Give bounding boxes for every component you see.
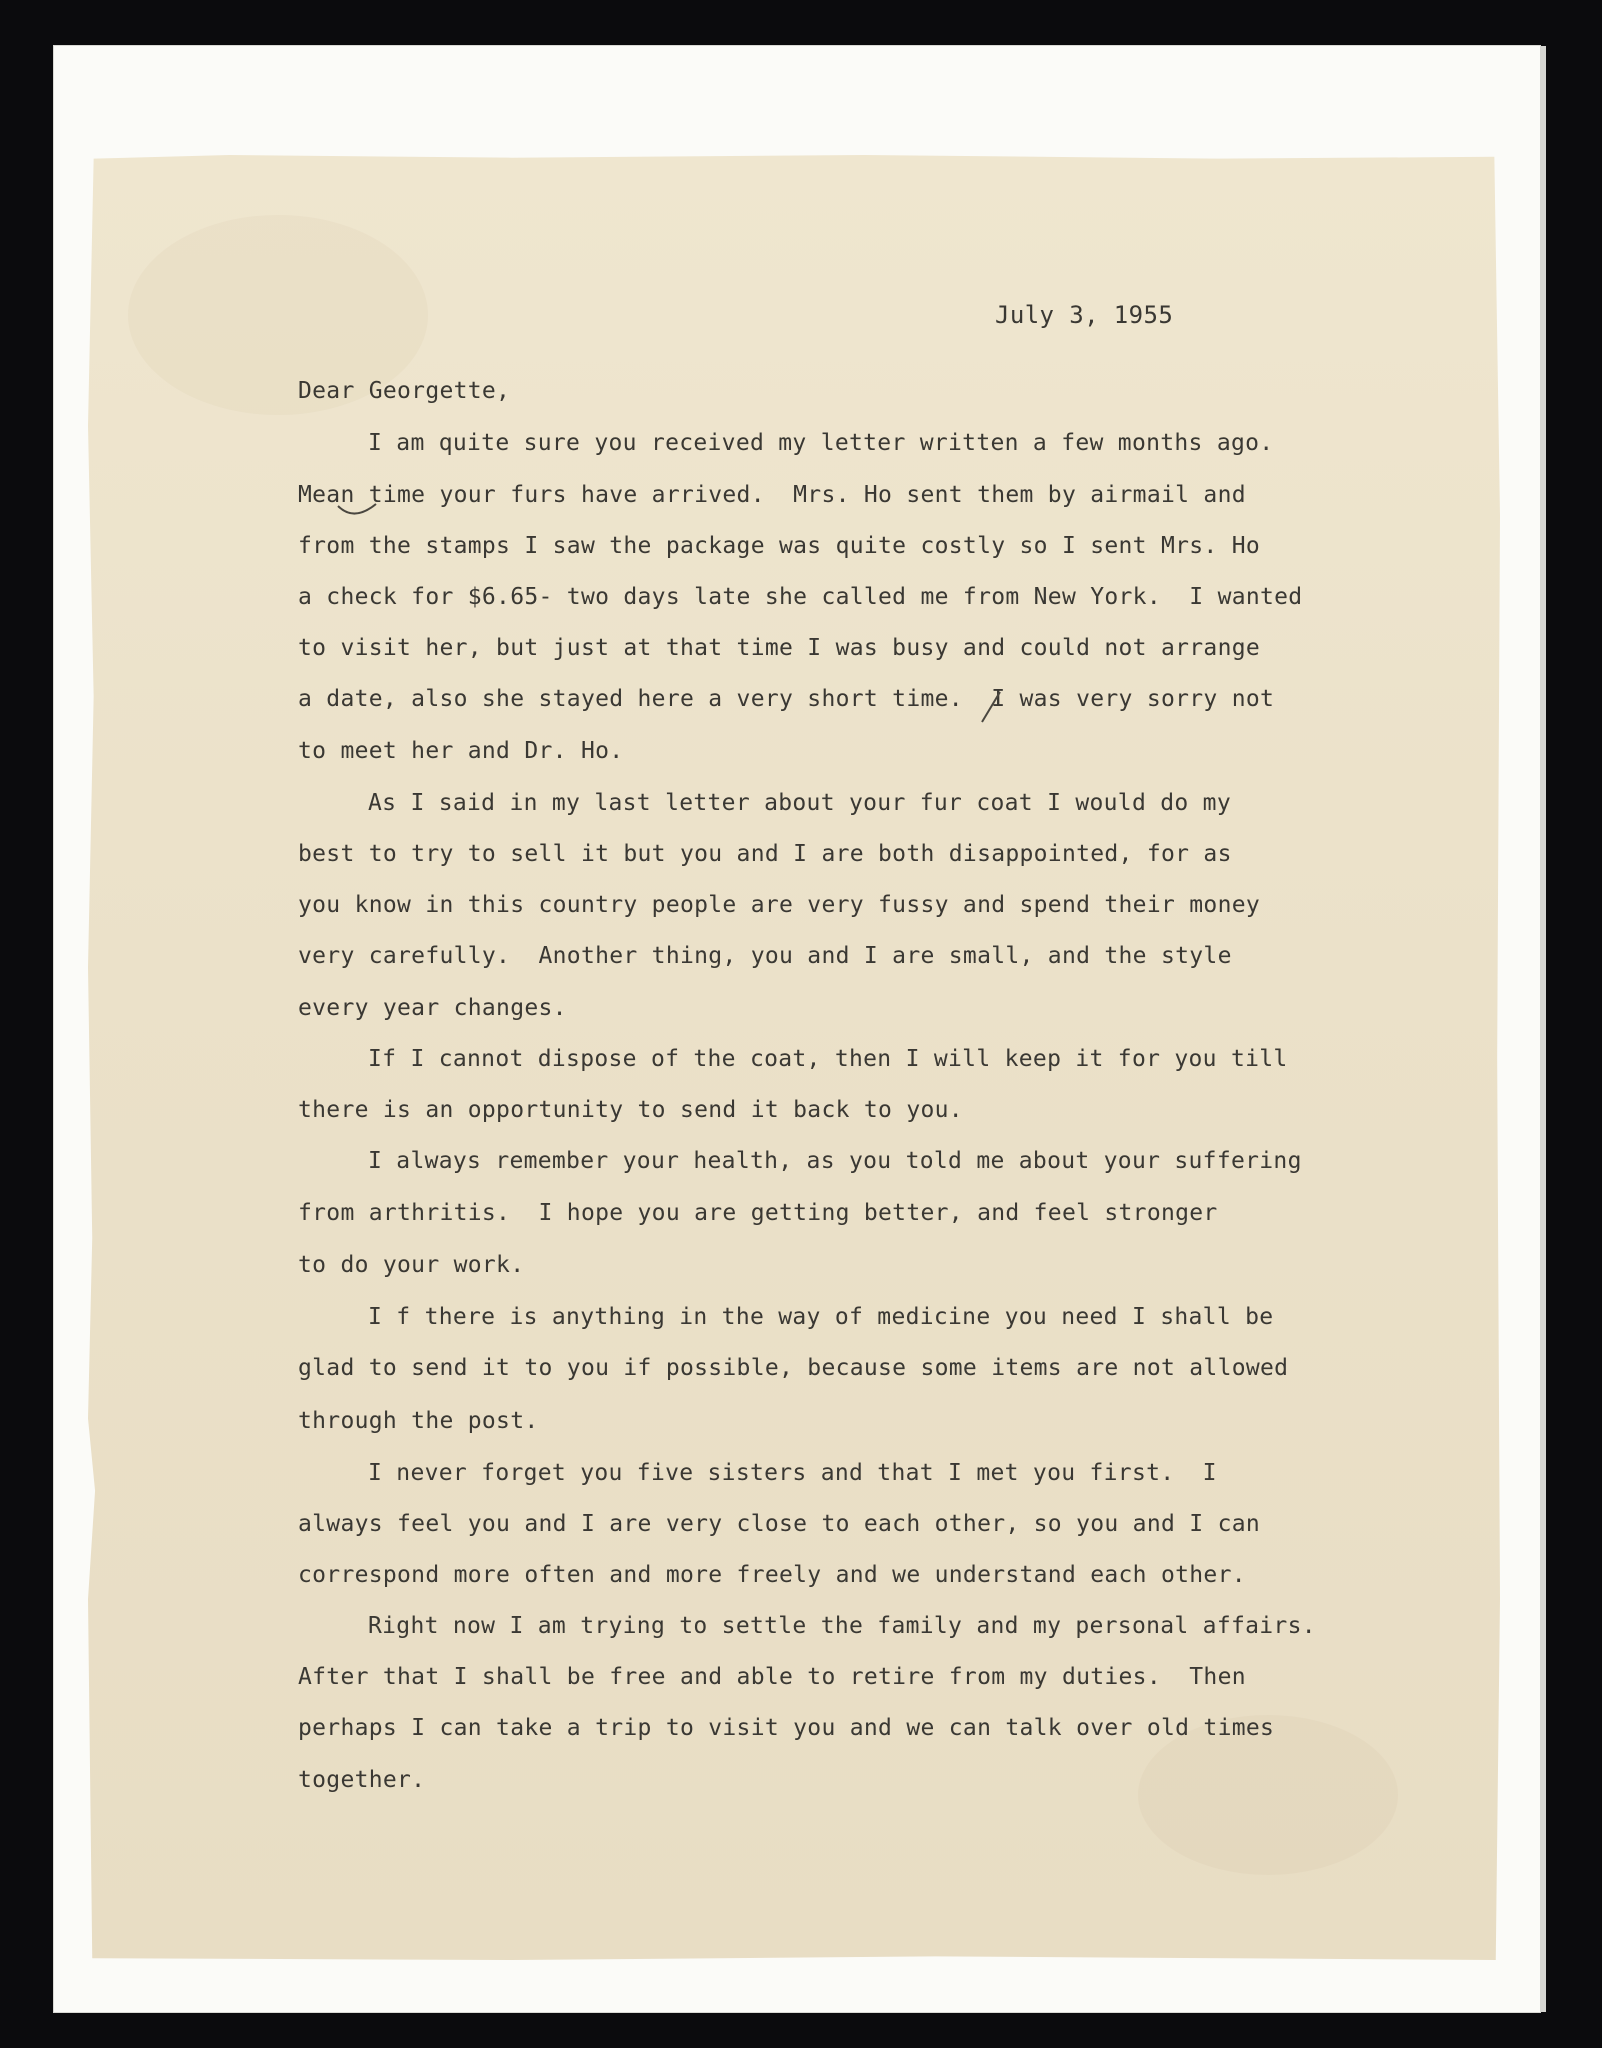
letter-line: If I cannot dispose of the coat, then I will keep it for you till bbox=[368, 1046, 1288, 1072]
letter-line: a date, also she stayed here a very short time. I was very sorry not bbox=[298, 686, 1275, 712]
letter-line: As I said in my last letter about your fur coat I would do my bbox=[368, 790, 1231, 816]
letter-line: I never forget you five sisters and that I met you first. I bbox=[368, 1460, 1217, 1486]
letter-line: Right now I am trying to settle the family and my personal affairs. bbox=[368, 1613, 1316, 1639]
letter-line: through the post. bbox=[298, 1408, 539, 1434]
mount-board-edge bbox=[1540, 46, 1546, 2012]
letter-line: from arthritis. I hope you are getting better, and feel stronger bbox=[298, 1200, 1218, 1226]
handwritten-caret-mark bbox=[336, 500, 378, 522]
letter-line: there is an opportunity to send it back to you. bbox=[298, 1097, 963, 1123]
handwritten-slash-mark bbox=[978, 690, 1004, 724]
letter-line: always feel you and I are very close to each other, so you and I can bbox=[298, 1511, 1261, 1537]
letter-line: every year changes. bbox=[298, 995, 567, 1021]
letter-line: very carefully. Another thing, you and I are small, and the style bbox=[298, 943, 1232, 969]
letter-line: you know in this country people are very fussy and spend their money bbox=[298, 892, 1261, 918]
letter-line: from the stamps I saw the package was quite costly so I sent Mrs. Ho bbox=[298, 533, 1261, 559]
letter-line: correspond more often and more freely and we understand each other. bbox=[298, 1562, 1246, 1588]
letter-line: to meet her and Dr. Ho. bbox=[298, 738, 624, 764]
letter-line: I always remember your health, as you told me about your suffering bbox=[368, 1148, 1302, 1174]
letter-line: perhaps I can take a trip to visit you and we can talk over old times bbox=[298, 1715, 1275, 1741]
letter-line: I f there is anything in the way of medicine you need I shall be bbox=[368, 1304, 1274, 1330]
letter-line: together. bbox=[298, 1767, 426, 1793]
letter-line: I am quite sure you received my letter written a few months ago. bbox=[368, 430, 1274, 456]
letter-line: to visit her, but just at that time I was busy and could not arrange bbox=[298, 635, 1261, 661]
letter-line: a check for $6.65- two days late she called me from New York. I wanted bbox=[298, 584, 1303, 610]
letter-line: best to try to sell it but you and I are both disappointed, for as bbox=[298, 841, 1232, 867]
letter-line: After that I shall be free and able to retire from my duties. Then bbox=[298, 1664, 1246, 1690]
letter-date: July 3, 1955 bbox=[995, 301, 1174, 329]
letter-line: glad to send it to you if possible, because some items are not allowed bbox=[298, 1355, 1289, 1381]
letter-line: to do your work. bbox=[298, 1252, 525, 1278]
letter-line: Mean time your furs have arrived. Mrs. Ho sent them by airmail and bbox=[298, 482, 1246, 508]
salutation: Dear Georgette, bbox=[298, 378, 511, 404]
